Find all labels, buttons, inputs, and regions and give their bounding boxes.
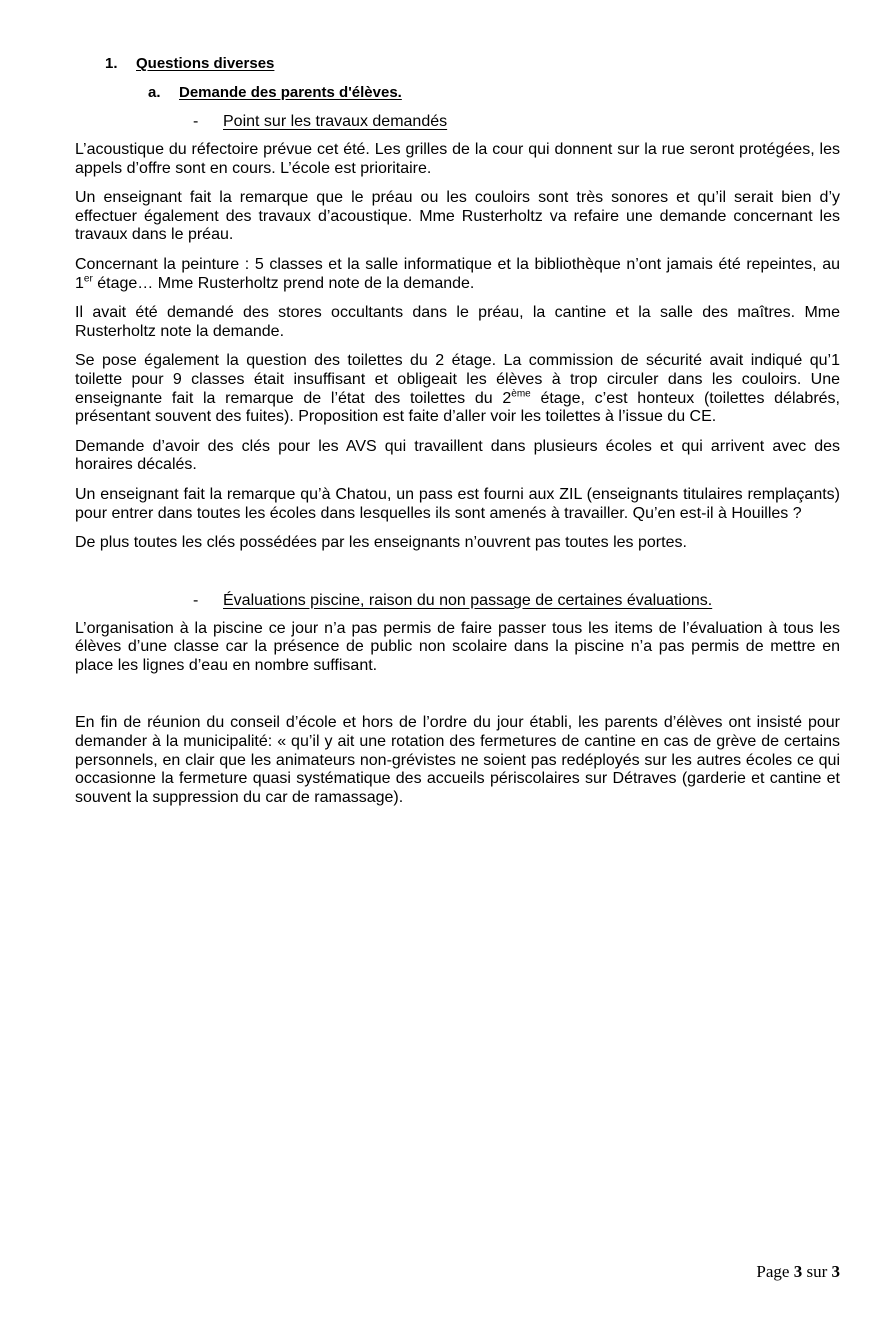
bullet-label: Évaluations piscine, raison du non passage de certaines évaluations.	[223, 591, 713, 609]
paragraph-cles-portes: De plus toutes les clés possédées par les enseignants n’ouvrent pas toutes les portes.	[75, 534, 687, 552]
heading-letter: a.	[148, 84, 161, 101]
page-footer	[756, 1262, 840, 1282]
paragraph-stores-occultants: Il avait été demandé des stores occultants dans le préau, la cantine et la salle des maîtres. Mme Rusterholtz note la demande.	[75, 304, 840, 340]
paragraph-text: étage… Mme Rusterholtz prend note de la demande.	[92, 274, 475, 292]
bullet-label: Point sur les travaux demandés	[223, 113, 448, 130]
paragraph-preau-couloirs: Un enseignant fait la remarque que le préau ou les couloirs sont très sonores et qu’il serait bien d’y effectuer également des travaux d’acoustique. Mme Rusterholtz va refaire une demande concernant les travaux dans le préau.	[75, 189, 840, 244]
paragraph-peinture	[75, 256, 840, 293]
paragraph-text: étage, c’est honteux (toilettes délabrés, présentant souvent des fuites). Proposition est faite d’aller voir les toilettes à l’issue du CE.	[75, 389, 840, 426]
footer-total-pages: 3	[831, 1262, 840, 1281]
ordinal-superscript: er	[83, 273, 93, 285]
paragraph-cles-avs: Demande d’avoir des clés pour les AVS qui travaillent dans plusieurs écoles et qui arrivent avec des horaires décalés.	[75, 437, 840, 474]
heading-demande-parents	[75, 83, 840, 102]
footer-word-sur: sur	[802, 1262, 832, 1281]
document-content	[75, 54, 840, 818]
footer-word-page: Page	[756, 1262, 794, 1281]
ordinal-superscript: ème	[511, 388, 531, 400]
paragraph-text: Concernant la peinture : 5 classes et la salle informatique et la bibliothèque n’ont jamais été repeintes, au 1	[75, 255, 840, 292]
paragraph-toilettes	[75, 352, 840, 426]
bullet-point-travaux	[75, 112, 840, 131]
heading-label: Questions diverses	[136, 55, 275, 72]
bullet-evaluations-piscine	[75, 591, 840, 610]
paragraph-text: Se pose également la question des toilettes du 2 étage. La commission de sécurité avait indiqué qu’1 toilette pour 9 classes était insuffisant et obligeait les élèves à trop circuler dans les couloirs. Une enseignante fait la remarque de l’état des toilettes du 2	[75, 352, 840, 407]
bullet-dash: -	[193, 591, 199, 609]
paragraph-pass-chatou: Un enseignant fait la remarque qu’à Chatou, un pass est fourni aux ZIL (enseignants titulaires remplaçants) pour entrer dans toutes les écoles dans lesquelles ils sont amenés à travailler. Qu’en est-il à Houilles ?	[75, 485, 840, 522]
heading-questions-diverses	[75, 54, 840, 73]
paragraph-organisation-piscine: L’organisation à la piscine ce jour n’a pas permis de faire passer tous les items de l’évaluation à tous les élèves d’une classe car la présence de public non scolaire dans la piscine n’a pas permis de mettre en place les lignes d’eau en nombre suffisant.	[75, 619, 840, 674]
heading-number: 1.	[105, 55, 118, 72]
bullet-dash: -	[193, 113, 199, 130]
footer-current-page: 3	[793, 1262, 803, 1281]
heading-label: Demande des parents d'élèves.	[179, 84, 402, 101]
paragraph-acoustique-refectoire: L’acoustique du réfectoire prévue cet été. Les grilles de la cour qui donnent sur la rue seront protégées, les appels d’offre sont en cours. L’école est prioritaire.	[75, 141, 840, 177]
paragraph-fin-reunion: En fin de réunion du conseil d’école et hors de l’ordre du jour établi, les parents d’élèves ont insisté pour demander à la municipalité: « qu’il y ait une rotation des fermetures de cantine en cas de grève de certains personnels, en clair que les animateurs non-grévistes ne soient pas redéployés sur les autres écoles ce qui occasionne la fermeture quasi systématique des accueils périscolaires sur Détraves (garderie et cantine et souvent la suppression du car de ramassage).	[75, 714, 840, 806]
